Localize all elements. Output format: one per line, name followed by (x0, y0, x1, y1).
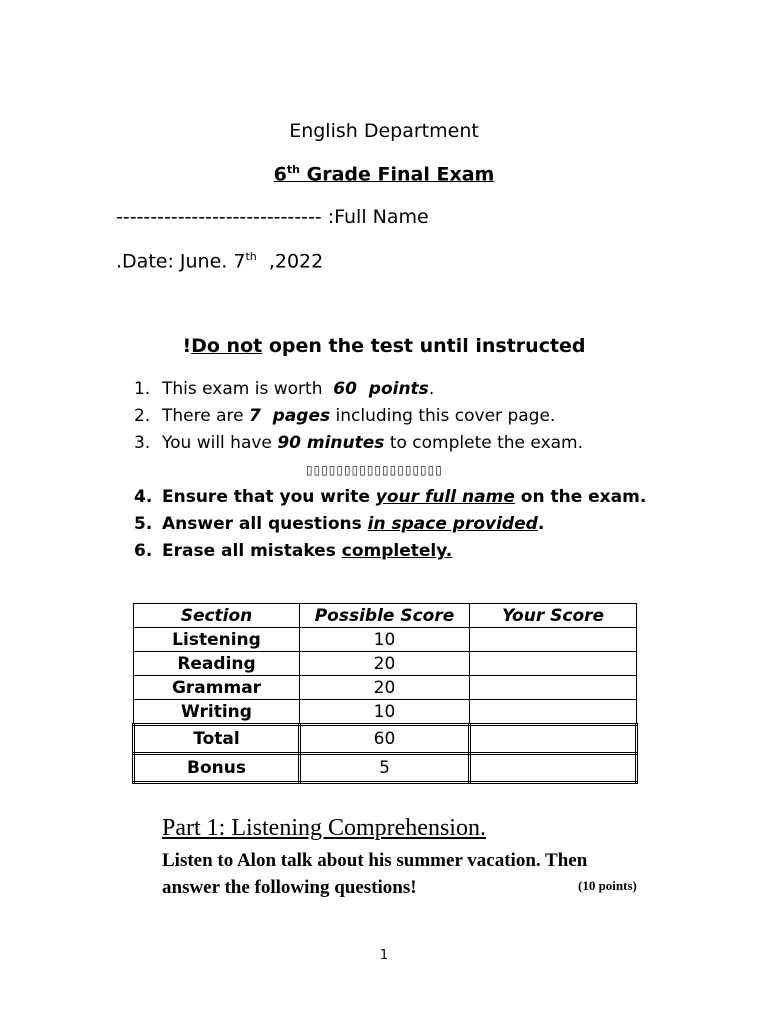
instruction-item (134, 511, 646, 538)
section-name: Writing (134, 700, 300, 725)
instruction-item (134, 538, 646, 565)
full-name-line: ------------------------------ :Full Name (116, 206, 429, 228)
instruction-text: Ensure that you write (162, 487, 376, 507)
instruction-text: You will have (162, 433, 278, 453)
section-name: Total (134, 725, 300, 754)
your-score-cell[interactable] (470, 628, 637, 652)
instruction-emphasis: completely (341, 541, 446, 561)
grade-suffix: th (286, 163, 300, 176)
instruction-number: 5. (134, 514, 153, 534)
part1-title: Part 1: Listening Comprehension. (162, 815, 486, 841)
exam-title (0, 163, 768, 185)
header-section: Section (134, 604, 300, 628)
instruction-text-end: . (537, 514, 545, 534)
table-row (134, 628, 637, 652)
header-possible-score: Possible Score (300, 604, 470, 628)
garbled-glyph-line: ▯▯▯▯▯▯▯▯▯▯▯▯▯▯▯▯▯▯ (306, 463, 443, 477)
possible-score: 10 (300, 628, 470, 652)
section-name: Grammar (134, 676, 300, 700)
instruction-item (134, 376, 646, 403)
warning-bang: ! (182, 335, 192, 357)
instruction-text-end: . (445, 541, 453, 561)
your-score-cell[interactable] (470, 725, 637, 754)
your-score-cell[interactable] (470, 652, 637, 676)
grade-number: 6 (273, 163, 287, 186)
instruction-emphasis: in space provided (367, 514, 538, 534)
page-number: 1 (379, 948, 389, 963)
part1-line1: Listen to Alon talk about his summer vacation. Then (162, 850, 588, 871)
your-score-cell[interactable] (470, 700, 637, 725)
table-row (134, 700, 637, 725)
possible-score: 60 (300, 725, 470, 754)
score-table (132, 603, 638, 784)
instruction-emphasis: 7 pages (249, 406, 331, 426)
instruction-text-end: . (428, 379, 435, 399)
possible-score: 20 (300, 676, 470, 700)
possible-score: 10 (300, 700, 470, 725)
instruction-emphasis: 60 points (333, 379, 429, 399)
department-heading: English Department (289, 120, 479, 142)
instruction-item (134, 484, 646, 511)
instruction-text: There are (162, 406, 249, 426)
instruction-text: Answer all questions (162, 514, 368, 534)
table-row (134, 676, 637, 700)
instruction-item (134, 430, 646, 457)
exam-title-text: Grade Final Exam (300, 163, 495, 186)
table-row-bonus (134, 754, 637, 783)
instruction-emphasis: your full name (375, 487, 515, 507)
section-name: Bonus (134, 754, 300, 783)
possible-score: 5 (300, 754, 470, 783)
your-score-cell[interactable] (470, 676, 637, 700)
instructions-list (134, 376, 646, 565)
table-row-total (134, 725, 637, 754)
warning-rest: open the test until instructed (262, 335, 586, 357)
instruction-number: 1. (134, 379, 151, 399)
part1-points: (10 points) (578, 878, 637, 893)
section-name: Listening (134, 628, 300, 652)
exam-date (116, 250, 323, 272)
instruction-number: 2. (134, 406, 151, 426)
warning-underlined: Do not (191, 335, 263, 357)
instruction-emphasis: 90 minutes (277, 433, 385, 453)
instruction-number: 4. (134, 487, 153, 507)
section-name: Reading (134, 652, 300, 676)
date-suffix-sup: th (245, 250, 257, 263)
instruction-item (134, 403, 646, 430)
instruction-number: 3. (134, 433, 151, 453)
warning-heading (0, 335, 768, 357)
possible-score: 20 (300, 652, 470, 676)
instruction-text: This exam is worth (162, 379, 334, 399)
table-row (134, 652, 637, 676)
part1-line2: answer the following questions! (162, 877, 417, 898)
instruction-text-end: to complete the exam. (384, 433, 584, 453)
table-header-row (134, 604, 637, 628)
your-score-cell[interactable] (470, 754, 637, 783)
date-prefix: .Date: June. 7 (116, 250, 246, 273)
instruction-text-end: on the exam. (514, 487, 647, 507)
date-year: ,2022 (256, 250, 324, 273)
instruction-text: Erase all mistakes (162, 541, 342, 561)
instruction-text-end: including this cover page. (330, 406, 556, 426)
header-your-score: Your Score (470, 604, 637, 628)
instruction-number: 6. (134, 541, 153, 561)
